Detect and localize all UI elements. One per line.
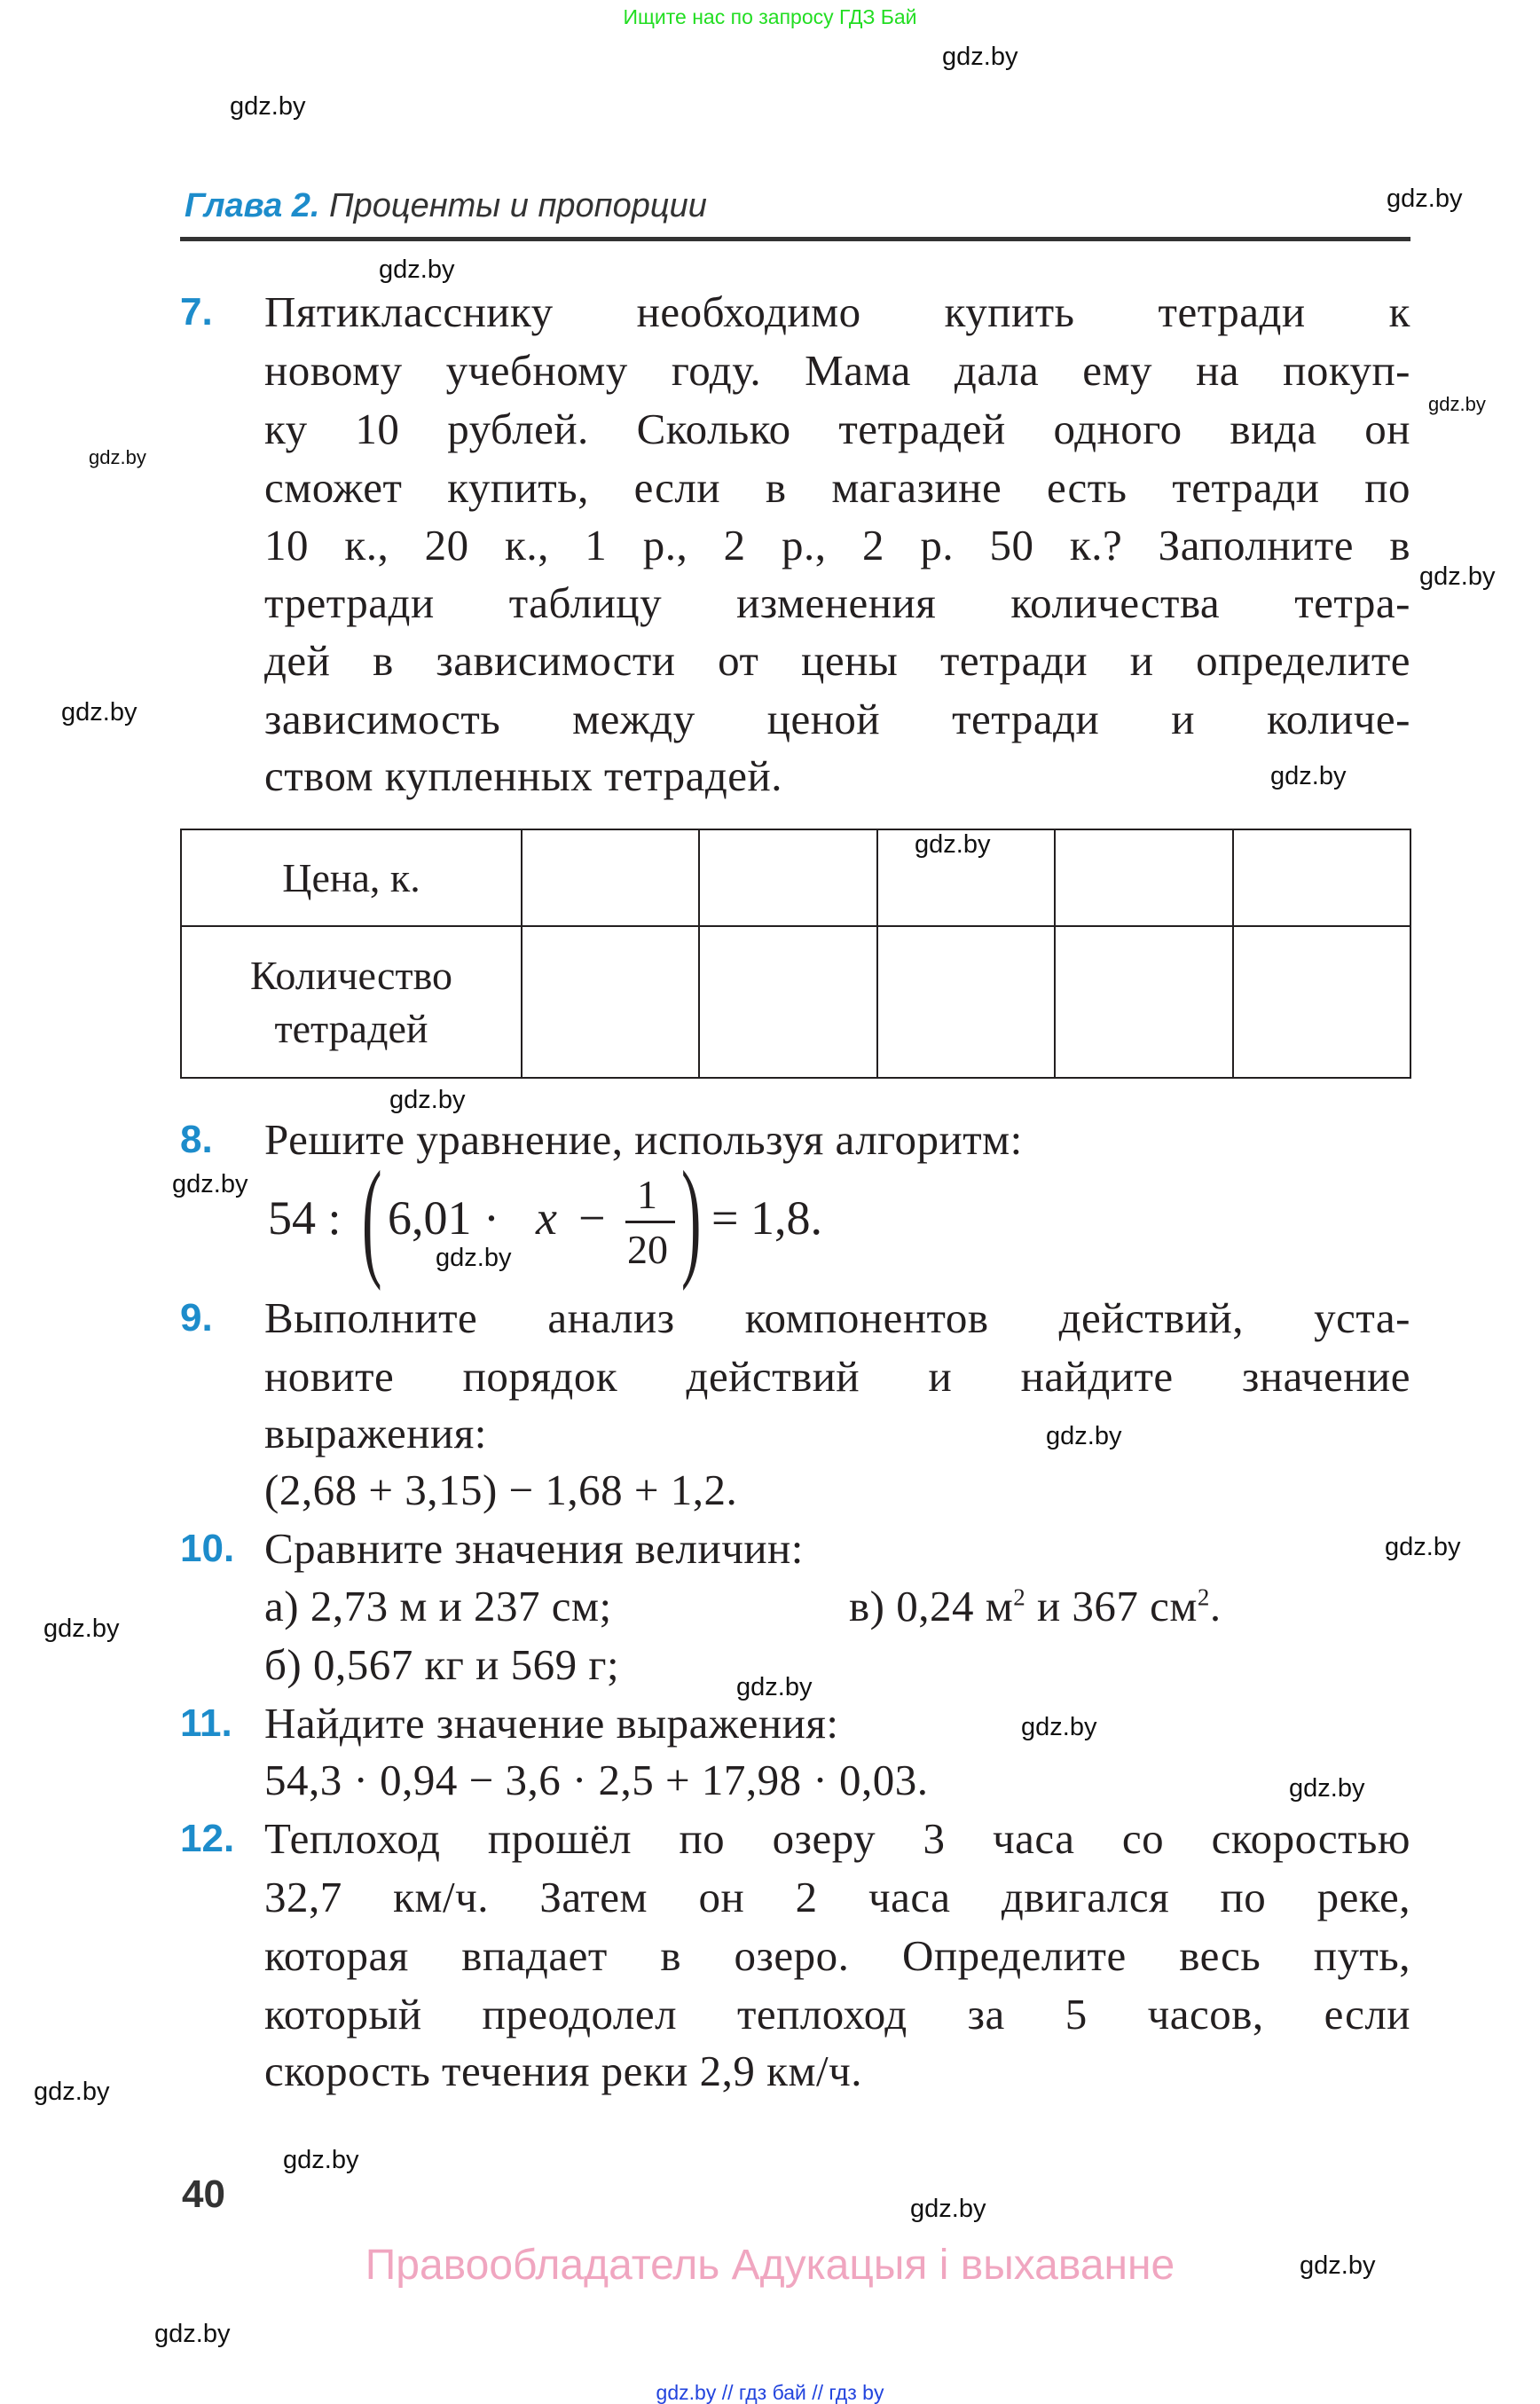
price-quantity-table bbox=[180, 829, 1411, 1079]
watermark: gdz.by bbox=[1385, 1533, 1461, 1561]
watermark: gdz.by bbox=[1021, 1713, 1097, 1741]
eq-term: 6,01 · bbox=[388, 1191, 499, 1245]
watermark: gdz.by bbox=[389, 1086, 466, 1114]
text-line: Сравните значения величин: bbox=[264, 1524, 804, 1573]
table-cell bbox=[1055, 829, 1232, 926]
problem-number: 9. bbox=[180, 1296, 213, 1339]
text-line: 10 к., 20 к., 1 р., 2 р., 2 р. 50 к.? Заполните в bbox=[264, 521, 1410, 570]
text-line: дей в зависимости от цены тетради и определите bbox=[264, 636, 1410, 685]
text-line: которая впадает в озеро. Определите весь путь, bbox=[264, 1931, 1410, 1980]
footer-links: gdz.by // гдз бай // гдз by bbox=[656, 2381, 884, 2404]
expression: 54,3 · 0,94 − 3,6 · 2,5 + 17,98 · 0,03. bbox=[264, 1756, 929, 1804]
item-v bbox=[849, 1583, 1222, 1630]
text-line: Решите уравнение, используя алгоритм: bbox=[264, 1115, 1023, 1164]
text-line: сможет купить, если в магазине есть тетради по bbox=[264, 463, 1410, 512]
watermark: gdz.by bbox=[1387, 185, 1463, 213]
text-line: ством купленных тетрадей. bbox=[264, 751, 783, 800]
problem-number: 10. bbox=[180, 1527, 235, 1570]
item-v-text: . bbox=[1209, 1582, 1222, 1630]
table-cell bbox=[522, 829, 699, 926]
problem-number: 8. bbox=[180, 1118, 213, 1161]
table-cell bbox=[1233, 926, 1410, 1078]
watermark: gdz.by bbox=[436, 1244, 512, 1272]
row-label-quantity bbox=[181, 926, 522, 1078]
item-v-text: и 367 см bbox=[1025, 1582, 1198, 1630]
eq-variable: x bbox=[536, 1191, 557, 1245]
header-rule bbox=[180, 237, 1410, 241]
watermark: gdz.by bbox=[61, 698, 138, 727]
eq-open-paren: ( bbox=[362, 1144, 382, 1292]
eq-minus: − bbox=[578, 1191, 606, 1245]
table-cell bbox=[699, 829, 876, 926]
watermark: gdz.by bbox=[915, 830, 991, 859]
text-line: скорость течения реки 2,9 км/ч. bbox=[264, 2047, 862, 2095]
watermark: gdz.by bbox=[1428, 393, 1486, 415]
item-a: а) 2,73 м и 237 см; bbox=[264, 1582, 612, 1630]
watermark: gdz.by bbox=[89, 446, 146, 468]
chapter-title: Проценты и пропорции bbox=[329, 187, 707, 224]
watermark: gdz.by bbox=[1046, 1422, 1122, 1450]
watermark: gdz.by bbox=[1300, 2251, 1376, 2280]
text-line: ку 10 рублей. Сколько тетрадей одного вида он bbox=[264, 405, 1410, 453]
watermark: gdz.by bbox=[1419, 562, 1496, 591]
watermark: gdz.by bbox=[154, 2320, 231, 2348]
problem-number: 7. bbox=[180, 290, 213, 334]
watermark: gdz.by bbox=[910, 2195, 986, 2223]
watermark: gdz.by bbox=[43, 1614, 120, 1643]
problem-number: 12. bbox=[180, 1817, 235, 1860]
page-number: 40 bbox=[182, 2172, 225, 2216]
text-line: зависимость между ценой тетради и количе- bbox=[264, 695, 1410, 743]
row-label-price: Цена, к. bbox=[181, 829, 522, 926]
exponent: 2 bbox=[1197, 1583, 1210, 1611]
watermark: gdz.by bbox=[230, 92, 306, 121]
watermark: gdz.by bbox=[379, 255, 455, 284]
text-line: новому учебному году. Мама дала ему на покуп- bbox=[264, 346, 1410, 395]
eq-right: = 1,8. bbox=[711, 1191, 822, 1245]
problem-number: 11. bbox=[180, 1701, 232, 1745]
watermark: gdz.by bbox=[1289, 1774, 1365, 1803]
table-cell bbox=[522, 926, 699, 1078]
table-cell bbox=[699, 926, 876, 1078]
text-line: (2,68 + 3,15) − 1,68 + 1,2. bbox=[264, 1465, 738, 1514]
eq-denominator: 20 bbox=[627, 1227, 668, 1272]
eq-left: 54 : bbox=[268, 1191, 342, 1245]
watermark: gdz.by bbox=[283, 2146, 359, 2174]
table-cell bbox=[877, 926, 1055, 1078]
watermark: gdz.by bbox=[172, 1170, 248, 1198]
text-line: 32,7 км/ч. Затем он 2 часа двигался по реке, bbox=[264, 1873, 1410, 1921]
text-line: Теплоход прошёл по озеру 3 часа со скоростью bbox=[264, 1814, 1410, 1863]
text-line: Найдите значение выражения: bbox=[264, 1699, 839, 1748]
eq-numerator: 1 bbox=[637, 1172, 657, 1217]
fraction-bar bbox=[625, 1221, 675, 1223]
text-line: Пятикласснику необходимо купить тетради к bbox=[264, 287, 1410, 336]
item-v-text: в) 0,24 м bbox=[849, 1582, 1014, 1630]
exponent: 2 bbox=[1013, 1583, 1026, 1611]
table-cell bbox=[1055, 926, 1232, 1078]
label-line: тетрадей bbox=[274, 1005, 428, 1051]
table-cell bbox=[1233, 829, 1410, 926]
text-line: который преодолел теплоход за 5 часов, если bbox=[264, 1990, 1410, 2039]
search-hint: Ищите нас по запросу ГДЗ Бай bbox=[623, 5, 917, 28]
chapter-header bbox=[185, 188, 707, 225]
chapter-number: Глава 2. bbox=[185, 187, 320, 224]
eq-close-paren: ) bbox=[681, 1144, 702, 1292]
label-line: Количество bbox=[250, 952, 452, 998]
text-line: Выполните анализ компонентов действий, уста- bbox=[264, 1293, 1410, 1342]
watermark: gdz.by bbox=[942, 43, 1018, 71]
watermark: gdz.by bbox=[736, 1673, 813, 1701]
text-line: новите порядок действий и найдите значение bbox=[264, 1352, 1410, 1401]
text-line: третради таблицу изменения количества тетра- bbox=[264, 578, 1410, 627]
text-line: выражения: bbox=[264, 1409, 487, 1457]
copyright-note: Правообладатель Адукацыя і выхаванне bbox=[365, 2242, 1175, 2289]
watermark: gdz.by bbox=[1270, 762, 1347, 790]
item-b: б) 0,567 кг и 569 г; bbox=[264, 1640, 620, 1689]
watermark: gdz.by bbox=[34, 2078, 110, 2106]
